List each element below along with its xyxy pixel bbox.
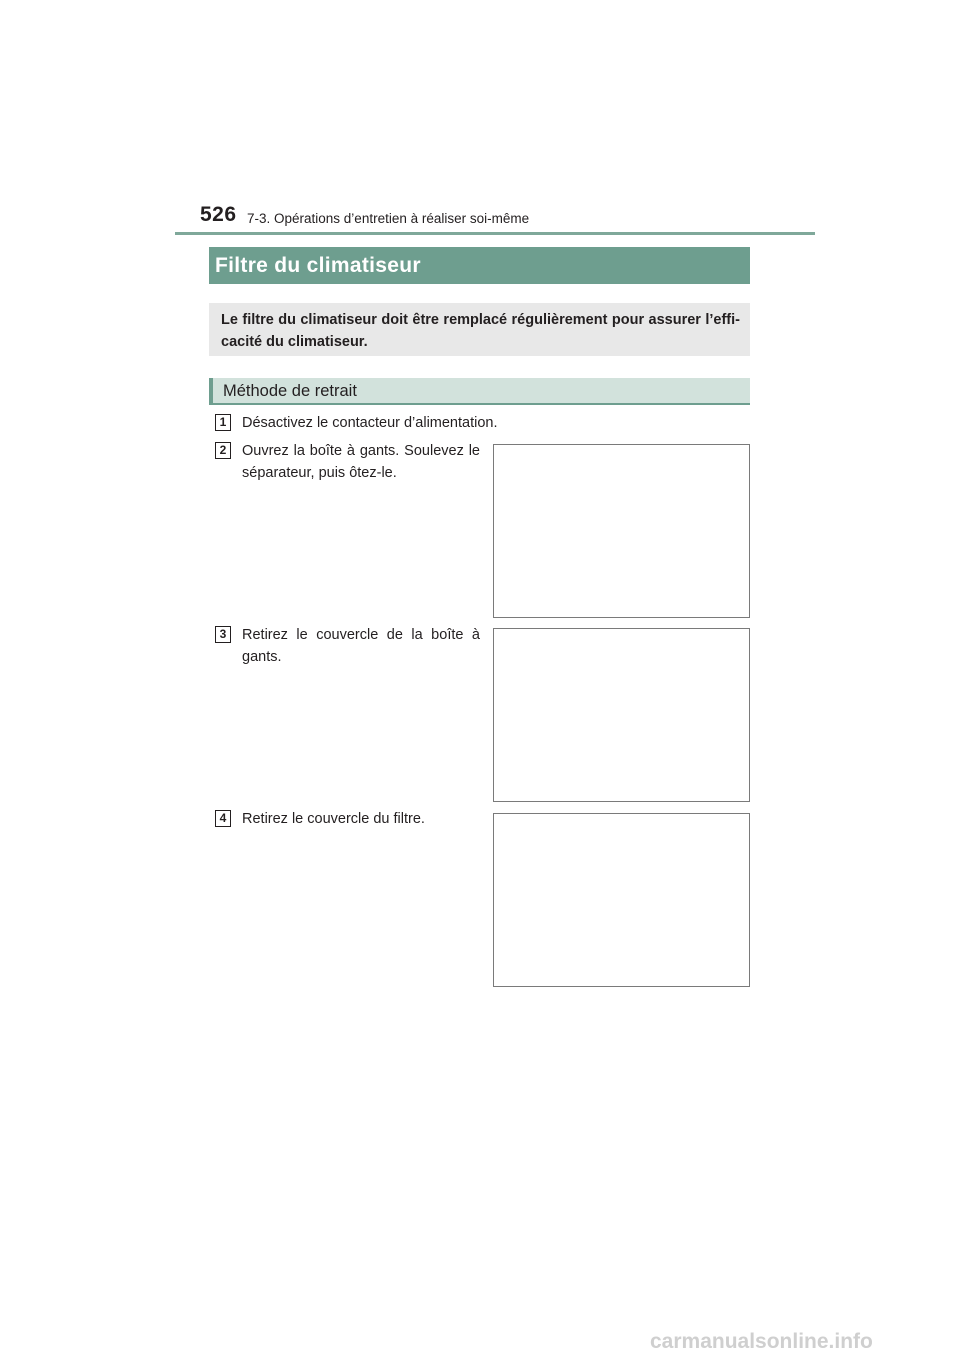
step-3-number: 3 xyxy=(215,626,231,643)
step-4-illustration xyxy=(493,813,750,987)
step-1-text: Désactivez le contacteur d’alimentation. xyxy=(242,415,498,431)
watermark: carmanualsonline.info xyxy=(650,1330,873,1353)
step-3-illustration xyxy=(493,628,750,802)
step-2-number: 2 xyxy=(215,442,231,459)
intro-paragraph: Le filtre du climatiseur doit être remplacé régulièrement pour assurer l’effi-cacité du climatiseur. xyxy=(209,303,750,356)
section-header: 7-3. Opérations d’entretien à réaliser soi-même xyxy=(247,211,530,226)
page-number: 526 xyxy=(200,203,237,226)
step-4-text: Retirez le couvercle du filtre. xyxy=(242,811,425,827)
subheading: Méthode de retrait xyxy=(209,378,750,405)
step-4-number: 4 xyxy=(215,810,231,827)
step-3-text: Retirez le couvercle de la boîte à gants. xyxy=(242,627,480,665)
step-2-illustration xyxy=(493,444,750,618)
step-1-number: 1 xyxy=(215,414,231,431)
page-title: Filtre du climatiseur xyxy=(209,247,750,284)
step-2-text: Ouvrez la boîte à gants. Soulevez le séparateur, puis ôtez-le. xyxy=(242,443,480,481)
header-rule xyxy=(175,232,815,235)
